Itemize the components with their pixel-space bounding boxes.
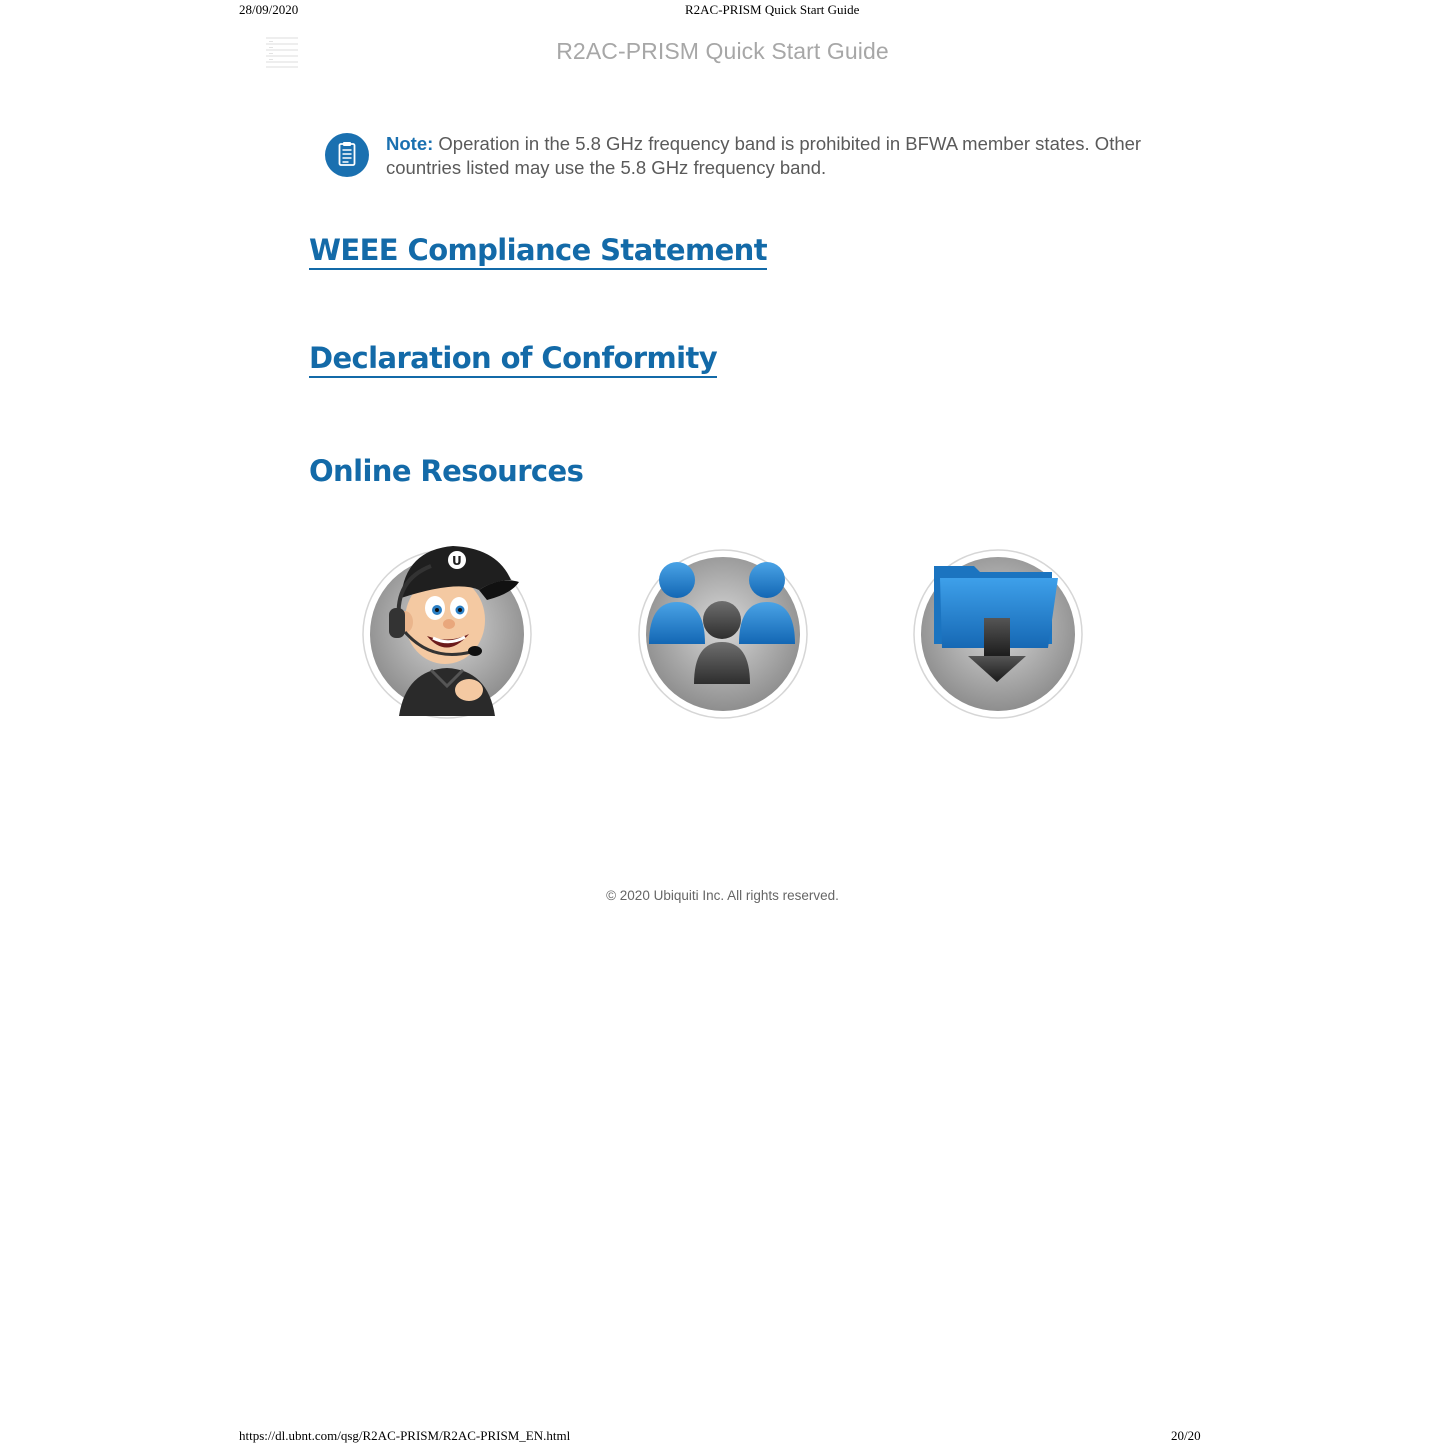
support-agent-icon[interactable] <box>361 520 533 720</box>
note-body: Operation in the 5.8 GHz frequency band is prohibited in BFWA member states. Other countries listed may use the 5.8 GHz frequency band. <box>386 133 1142 178</box>
svg-text:U: U <box>452 554 462 568</box>
note-icon <box>324 132 370 178</box>
print-page-number: 20/20 <box>1171 1428 1201 1443</box>
print-title: R2AC-PRISM Quick Start Guide <box>685 2 860 17</box>
declaration-of-conformity-link[interactable]: Declaration of Conformity <box>309 341 717 378</box>
community-icon[interactable] <box>637 548 809 720</box>
note-label: Note: <box>386 133 434 154</box>
note-text <box>386 132 1146 180</box>
document-title: R2AC-PRISM Quick Start Guide <box>556 38 889 64</box>
downloads-icon[interactable] <box>912 548 1084 720</box>
print-date: 28/09/2020 <box>239 2 299 17</box>
print-url: https://dl.ubnt.com/qsg/R2AC-PRISM/R2AC-PRISM_EN.html <box>239 1428 571 1443</box>
copyright-text: © 2020 Ubiquiti Inc. All rights reserved. <box>606 888 839 903</box>
online-resources-heading: Online Resources <box>309 454 584 488</box>
weee-compliance-link[interactable]: WEEE Compliance Statement <box>309 233 767 270</box>
